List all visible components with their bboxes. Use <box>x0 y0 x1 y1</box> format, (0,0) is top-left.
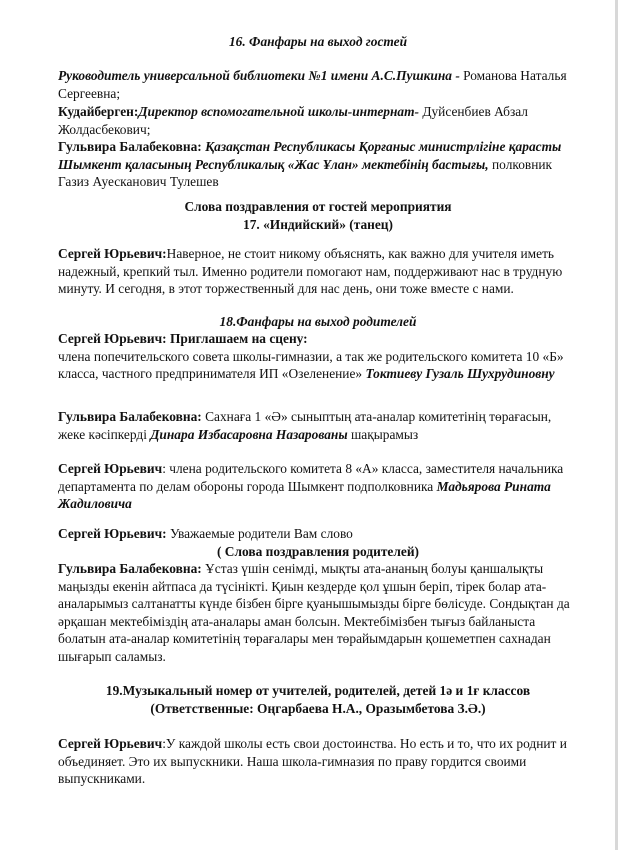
paragraph-2-speaker: Сергей Юрьевич: Приглашаем на сцену: <box>58 331 308 346</box>
guest-3-name: полковник Газиз Ауесканович Тулешев <box>58 156 553 190</box>
paragraph-8-speaker: Сергей Юрьевич <box>58 736 163 751</box>
paragraph-4 <box>58 460 578 513</box>
paragraph-3 <box>58 408 578 443</box>
guest-3 <box>58 138 578 191</box>
guest-1 <box>58 67 578 102</box>
section-17 <box>58 198 578 233</box>
section-17-line-2: 17. «Индийский» (танец) <box>243 216 393 232</box>
guest-3-role: Қазақстан Республикасы Қорғаныс министрлігіне қарасты Шымкент қаласының Республикалық «Жас Ұлан» мектебінің бастығы, <box>58 139 562 172</box>
paragraph-4-speaker: Сергей Юрьевич <box>58 461 163 476</box>
paragraph-5-text: Уважаемые родители Вам слово <box>170 526 353 541</box>
paragraph-7-text: Ұстаз үшін сенімді, мықты ата-ананың болуы қаншалықты маңызды екенін айтпаса да түсінікті. Қиын кездерде қол ұшын беріп, тірек болар ата-аналарымыз салтанатты күнде бізбен бірге қуанышымызды бірге бөлісуде. Сондықтан да әрқашан мектебіміздің ата-аналары аман болсын. Мектебімізбен тығыз байланыста болатын ата-аналар комитетінің төрағалары мен төрайымдарын қошеметпен сахнадан шығарып саламыз. <box>58 561 570 664</box>
paragraph-6-title: ( Слова поздравления родителей) <box>216 544 420 559</box>
paragraph-3-tail: шақырамыз <box>347 426 419 442</box>
paragraph-1 <box>58 245 578 298</box>
paragraph-2-name: Токтиеву Гузаль Шухрудиновну <box>365 366 555 382</box>
paragraph-2 <box>58 330 578 383</box>
paragraph-5-speaker: Сергей Юрьевич: <box>58 526 170 541</box>
guest-1-name: Романова Наталья Сергеевна; <box>58 68 567 101</box>
guest-2-role: Директор вспомогательной школы-интернат- <box>138 104 419 119</box>
paragraph-5 <box>58 525 578 543</box>
guest-1-role: Руководитель универсальной библиотеки №1 имени А.С.Пушкина - <box>58 68 460 83</box>
paragraph-1-speaker: Сергей Юрьевич: <box>58 246 167 261</box>
section-19-line-2: (Ответственные: Оңгарбаева Н.А., Оразымбетова З.Ә.) <box>150 700 486 716</box>
paragraph-4-text: : члена родительского комитета 8 «А» класса, заместителя начальника департамента по делам обороны города Шымкент подполковника <box>58 461 564 494</box>
section-19 <box>58 682 578 717</box>
paragraph-7-speaker: Гульвира Балабековна: <box>58 561 206 576</box>
paragraph-3-name: Динара Избасаровна Назарованы <box>150 426 348 442</box>
guest-3-host: Гульвира Балабековна: <box>58 139 206 154</box>
section-19-line-1: 19.Музыкальный номер от учителей, родителей, детей 1ә и 1ғ классов <box>105 683 531 698</box>
paragraph-1-text: Наверное, не стоит никому объяснять, как важно для учителя иметь надежный, крепкий тыл. Именно родители помогают нам, поддерживают нас в трудную минуту. И сегодня, в этот торжественный для нас день, они тоже вместе с нами. <box>58 246 563 297</box>
guest-2-host: Кудайберген: <box>58 104 139 119</box>
guest-2-name: Дуйсенбиев Абзал Жолдасбекович; <box>58 104 528 137</box>
paragraph-2-text: члена попечительского совета школы-гимназии, а так же родительского комитета 10 «Б» класса, частного предпринимателя ИП «Озеленение» <box>58 348 564 382</box>
paragraph-7 <box>58 560 578 666</box>
section-18-title: 18.Фанфары на выход родителей <box>219 314 417 329</box>
paragraph-3-text: Сахнаға 1 «Ә» сыныптың ата-аналар комитетінің төрағасын, жеке кәсіпкерді <box>58 409 552 442</box>
paragraph-8-text: :У каждой школы есть свои достоинства. Но есть и то, что их роднит и объединяет. Это их выпускники. Наша школа-гимназия по праву гордится своими выпускниками. <box>58 736 567 787</box>
paragraph-4-name: Мадьярова Рината Жадиловича <box>58 478 551 512</box>
section-17-line-1: Слова поздравления от гостей мероприятия <box>184 199 452 214</box>
section-16-title: 16. Фанфары на выход гостей <box>228 34 408 49</box>
paragraph-3-speaker: Гульвира Балабековна: <box>58 409 206 424</box>
paragraph-8 <box>58 735 578 788</box>
guest-2 <box>58 103 578 138</box>
